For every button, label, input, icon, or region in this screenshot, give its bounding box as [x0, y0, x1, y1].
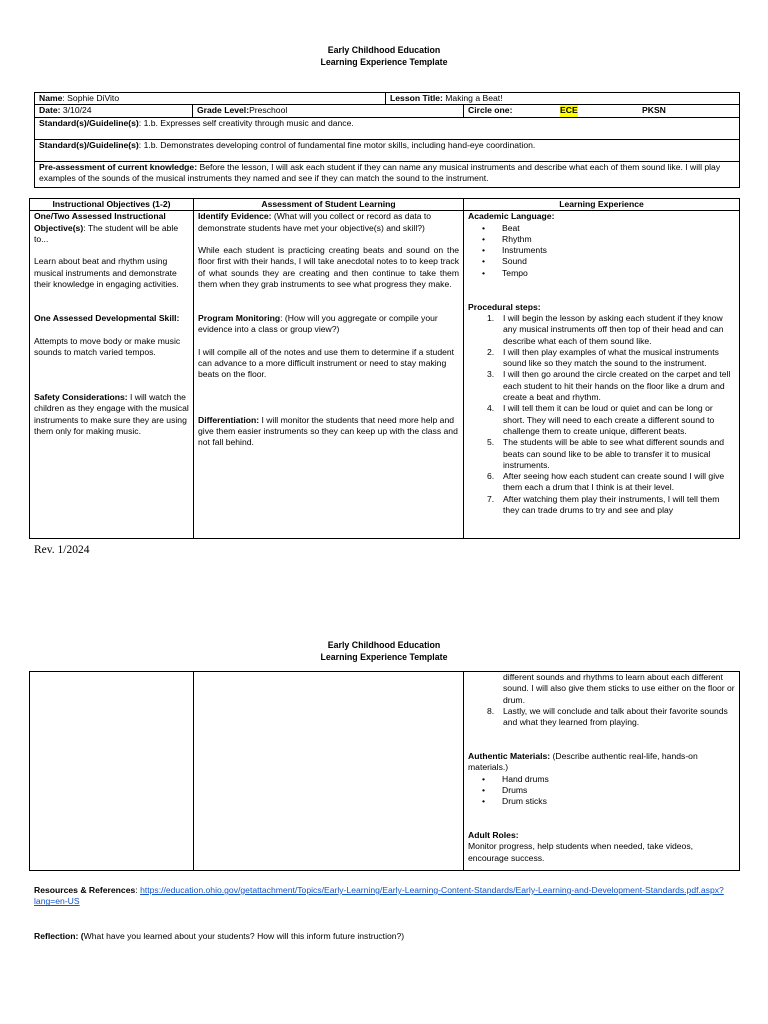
step-text: different sounds and rhythms to learn about each different sound. I will also give them sticks to use either on the floor or drum. — [503, 672, 735, 705]
document-title — [0, 45, 768, 68]
lesson-plan-table-continued — [29, 671, 740, 871]
assessment-cell-continued — [194, 672, 464, 871]
authentic-materials — [468, 751, 735, 774]
step-text: I will begin the lesson by asking each student if they know any musical instruments off then top of their head and can describe what each of them sound like. — [503, 312, 724, 346]
lesson-title-label: Lesson Title: — [390, 93, 443, 103]
header-table — [34, 92, 740, 188]
program-monitoring — [198, 313, 459, 336]
objectives-cell — [30, 211, 194, 539]
materials-prompt: (Describe authentic real-life, hands-on materials.) — [468, 751, 698, 773]
name-value: : Sophie DiVito — [62, 93, 120, 103]
step-number: 7. — [487, 493, 495, 504]
step-number: 3. — [487, 369, 495, 380]
step-text: Lastly, we will conclude and talk about their favorite sounds and what they learned from playing. — [503, 705, 728, 728]
differentiation — [198, 415, 459, 449]
standard-1-value: : 1.b. Expresses self creativity through music and dance. — [138, 117, 354, 128]
resources-separator: : — [135, 885, 141, 895]
circle-one-cell — [464, 105, 740, 117]
list-item — [487, 437, 735, 471]
resources-references — [34, 885, 734, 908]
procedural-steps-label: Procedural steps: — [468, 301, 541, 312]
materials-list — [482, 774, 735, 808]
title-line-2: Learning Experience Template — [320, 651, 448, 662]
step-number: 8. — [487, 705, 495, 716]
step-number: 5. — [487, 437, 495, 448]
grade-value: Preschool — [249, 105, 288, 116]
differentiation-label: Differentiation: — [198, 414, 260, 425]
step-text: I will then go around the circle created on the carpet and tell each student to hit their hands on the floor like a drum and create a beat and rhythm. — [503, 369, 731, 403]
step-text: I will then play examples of what the musical instruments sound like so they match the sound to the instrument. — [503, 346, 719, 369]
developmental-skill-label: One Assessed Developmental Skill: — [34, 312, 180, 323]
circle-option-pksn[interactable]: PKSN — [642, 105, 666, 116]
date-value: 3/10/24 — [60, 105, 92, 116]
list-item: • Rhythm — [482, 234, 735, 245]
materials-label: Authentic Materials: — [468, 751, 551, 762]
monitoring-label: Program Monitoring — [198, 312, 281, 323]
developmental-skill-text: Attempts to move body or make music sounds to match varied tempos. — [34, 335, 181, 357]
date-label: Date: — [39, 105, 61, 116]
safety-label: Safety Considerations: — [34, 392, 128, 403]
reflection — [34, 931, 734, 942]
reflection-label: Reflection: ( — [34, 931, 84, 941]
standard-2-value: : 1.b. Demonstrates developing control of fundamental fine motor skills, including hand-eye coordination. — [138, 139, 536, 150]
revision-note: Rev. 1/2024 — [34, 544, 90, 556]
objectives-cell-continued — [30, 672, 194, 871]
title-line-1: Early Childhood Education — [327, 45, 441, 55]
list-item — [487, 706, 735, 729]
experience-cell-continued — [464, 672, 740, 871]
circle-one-label: Circle one: — [468, 105, 513, 116]
evidence-text: While each student is practicing creating beats and sound on the floor first with their hands, I will take anecdotal notes to to keep track of what sounds they are creating and then continue to take them them when they grab instruments to see what progress they make. — [198, 245, 459, 290]
list-item: • Drum sticks — [482, 796, 735, 807]
standard-2-cell — [35, 139, 740, 161]
step-text: I will tell them it can be loud or quiet and can be long or short. They will need to each create a different sound to challenge them to create unique, different beats. — [503, 403, 715, 436]
lesson-title-cell — [386, 93, 740, 105]
list-item: • Drums — [482, 785, 735, 796]
list-item — [487, 672, 735, 706]
adult-roles-label: Adult Roles: — [468, 830, 519, 841]
list-item: • Sound — [482, 256, 735, 267]
step-number: 2. — [487, 346, 495, 357]
pre-assessment-value: Before the lesson, I will ask each student if they can name any musical instruments and describe what each of them sound like. I will play examples of the sounds of the musical instruments they named and see if they can match the sound to the instrument. — [39, 161, 721, 183]
step-number: 6. — [487, 471, 495, 482]
objective-label: One/Two Assessed Instructional Objective(s) — [34, 211, 166, 233]
list-item — [487, 313, 735, 347]
list-item — [487, 369, 735, 403]
lesson-title-value: Making a Beat! — [442, 93, 503, 103]
step-number: 1. — [487, 312, 495, 323]
procedural-steps-list-continued — [487, 672, 735, 728]
circle-option-ece[interactable]: ECE — [560, 105, 578, 116]
monitoring-prompt: : (How will you aggregate or compile your evidence into a class or group view?) — [198, 312, 438, 335]
list-item: • Tempo — [482, 268, 735, 279]
safety-considerations — [34, 392, 189, 437]
list-item: • Instruments — [482, 245, 735, 256]
experience-cell — [464, 211, 740, 539]
identify-evidence — [198, 211, 459, 234]
grade-label: Grade Level: — [197, 105, 250, 116]
resources-link[interactable]: https://education.ohio.gov/getattachment/Topics/Early-Learning/Early-Learning-Content-Standards/Early-Learning-and-Development-Standards.pdf.aspx?lang=en-US — [34, 885, 724, 907]
pre-assessment-cell — [35, 161, 740, 187]
grade-cell — [193, 105, 464, 117]
date-cell — [35, 105, 193, 117]
step-number: 4. — [487, 403, 495, 414]
evidence-label: Identify Evidence: — [198, 211, 272, 222]
standard-1-cell — [35, 117, 740, 139]
list-item — [487, 471, 735, 494]
document-title-page-2 — [0, 640, 768, 663]
list-item — [487, 347, 735, 370]
resources-label: Resources & References — [34, 885, 136, 895]
objective-text: Learn about beat and rhythm using musical instruments and demonstrate their knowledge in engaging activities. — [34, 256, 179, 290]
adult-roles-text: Monitor progress, help students when needed, take videos, encourage success. — [468, 841, 694, 863]
step-text: After seeing how each student can create sound I will give them each a drum that I think is at their level. — [503, 471, 725, 493]
name-label: Name — [39, 93, 63, 103]
lesson-plan-table — [29, 198, 740, 539]
column-header-objectives: Instructional Objectives (1-2) — [30, 199, 194, 211]
procedural-steps-list — [487, 313, 735, 516]
standard-1-label: Standard(s)/Guideline(s) — [39, 117, 139, 128]
title-line-2: Learning Experience Template — [320, 56, 448, 67]
list-item — [487, 403, 735, 437]
list-item: • Beat — [482, 223, 735, 234]
title-line-1: Early Childhood Education — [327, 640, 441, 650]
column-header-assessment: Assessment of Student Learning — [194, 199, 464, 211]
step-text: The students will be able to see what different sounds and beats can sound like to be able to transfer it to musical instruments. — [503, 437, 725, 470]
list-item: • Hand drums — [482, 774, 735, 785]
assessment-cell — [194, 211, 464, 539]
safety-text: I will watch the children as they engage with the musical instruments to make sure they are using them only for making music. — [34, 392, 189, 436]
objective-heading — [34, 211, 189, 245]
standard-2-label: Standard(s)/Guideline(s) — [39, 139, 139, 150]
evidence-prompt: (What will you collect or record as data to demonstrate students have met your objective(s) and skill?) — [198, 211, 432, 233]
academic-language-list — [482, 223, 735, 279]
monitoring-text: I will compile all of the notes and use them to determine if a student can advance to a more difficult instrument or need to stay making beats on the floor. — [198, 346, 455, 380]
column-header-experience: Learning Experience — [464, 199, 740, 211]
objective-suffix: : The student will be able to... — [34, 222, 179, 244]
reflection-text: What have you learned about your students? How will this inform future instruction?) — [83, 931, 405, 941]
pre-assessment-label: Pre-assessment of current knowledge: — [39, 161, 198, 172]
academic-language-label: Academic Language: — [468, 211, 555, 222]
differentiation-text: I will monitor the students that need more help and give them easier instruments so they can keep up with the class and not fall behind. — [198, 414, 458, 448]
step-text: After watching them play their instruments, I will tell them they can trade drums to try and see and play — [503, 493, 720, 516]
list-item — [487, 494, 735, 517]
name-cell — [35, 93, 386, 105]
